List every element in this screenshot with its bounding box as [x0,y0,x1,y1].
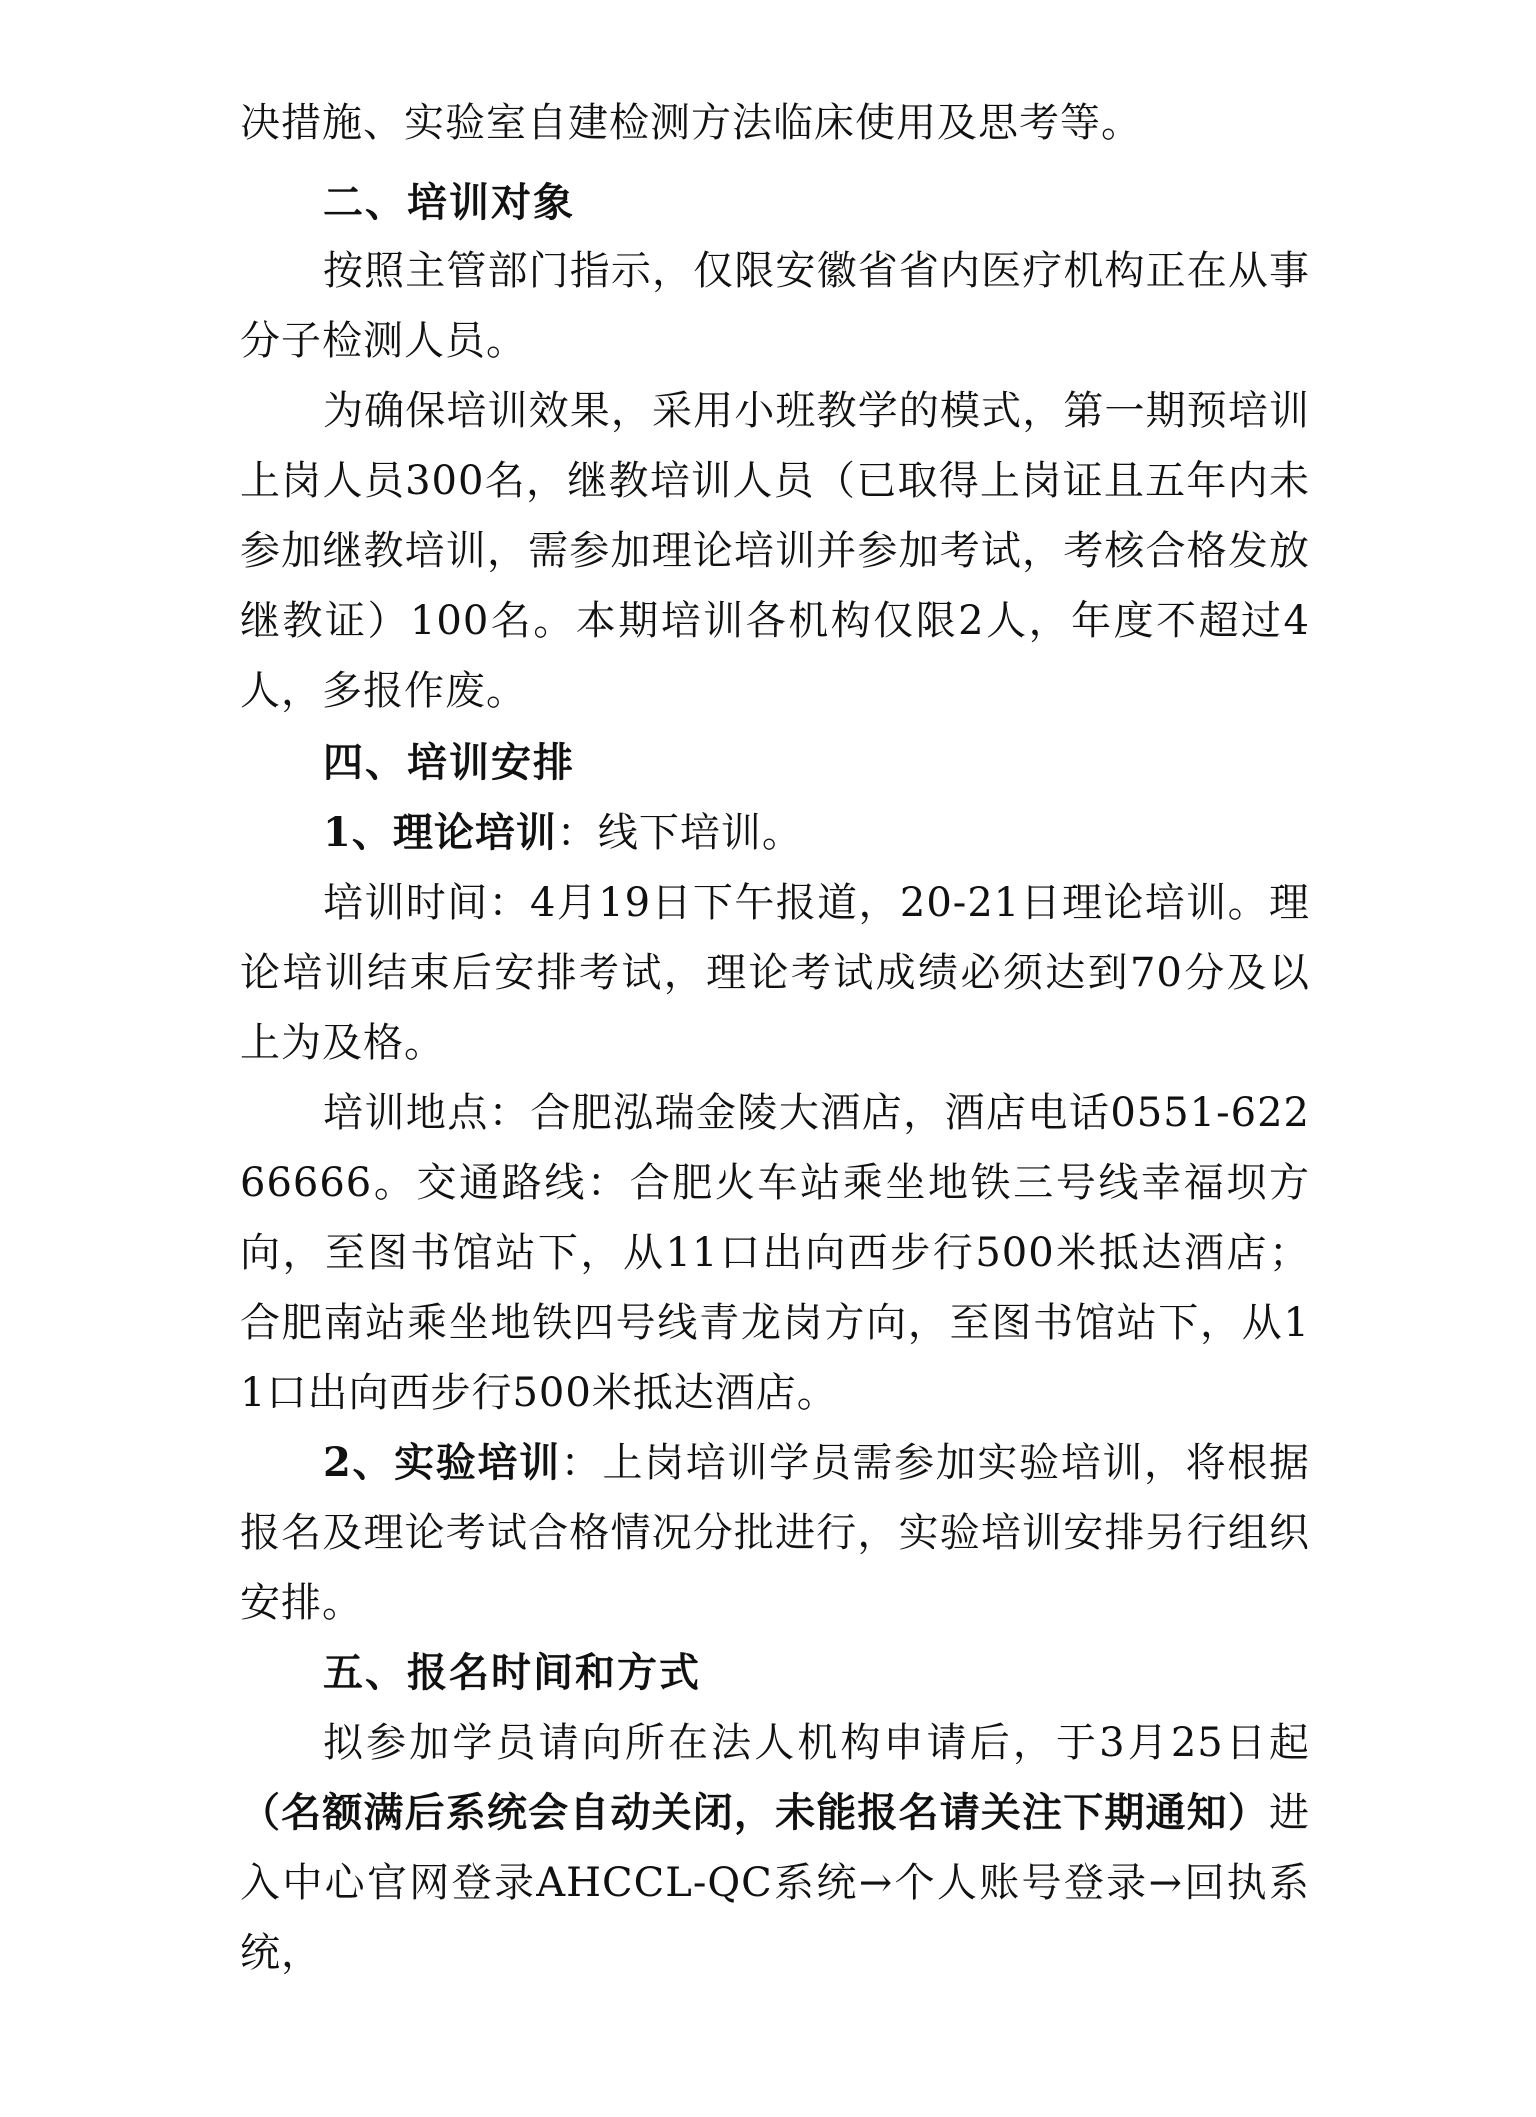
paragraph-training-location: 培训地点：合肥泓瑞金陵大酒店，酒店电话0551-62266666。交通路线：合肥火车站乘坐地铁三号线幸福坝方向，至图书馆站下，从11口出向西步行500米抵达酒店；合肥南站乘坐地铁四号线青龙岗方向，至图书馆站下，从11口出向西步行500米抵达酒店。 [240,1090,1310,1416]
lab-training-label: 2、实验培训 [323,1439,561,1486]
theory-training-text: ：线下培训。 [556,810,803,856]
heading-training-target: 二、培训对象 [323,179,575,226]
paragraph-quota: 为确保培训效果，采用小班教学的模式，第一期预培训上岗人员300名，继教培训人员（已取得上岗证且五年内未参加继教培训，需参加理论培训并参加考试，考核合格发放继教证）100名。本期培训各机构仅限2人，年度不超过4人，多报作废。 [240,388,1310,714]
heading-training-arrangement: 四、培训安排 [323,739,575,786]
registration-quota-note: （名额满后系统会自动关闭，未能报名请关注下期通知） [240,1789,1269,1836]
paragraph-measures: 决措施、实验室自建检测方法临床使用及思考等。 [240,100,1142,146]
paragraph-target-scope: 按照主管部门指示，仅限安徽省省内医疗机构正在从事分子检测人员。 [240,248,1310,364]
paragraph-lab-training [240,1428,1310,1638]
heading-registration: 五、报名时间和方式 [323,1649,701,1696]
lab-training-text: ：上岗培训学员需参加实验培训，将根据报名及理论考试合格情况分批进行，实验培训安排另行组织安排。 [240,1440,1310,1626]
theory-training-label: 1、理论培训 [323,809,557,856]
registration-text-start: 拟参加学员请向所在法人机构申请后，于3月25日起 [323,1720,1310,1766]
paragraph-training-time: 培训时间：4月19日下午报道，20-21日理论培训。理论培训结束后安排考试，理论考试成绩必须达到70分及以上为及格。 [240,880,1310,1066]
paragraph-theory-training [240,798,1310,868]
paragraph-registration-method [240,1708,1310,1988]
registration-text-end: 进入中心官网登录AHCCL-QC系统→个人账号登录→回执系统， [240,1790,1310,1976]
